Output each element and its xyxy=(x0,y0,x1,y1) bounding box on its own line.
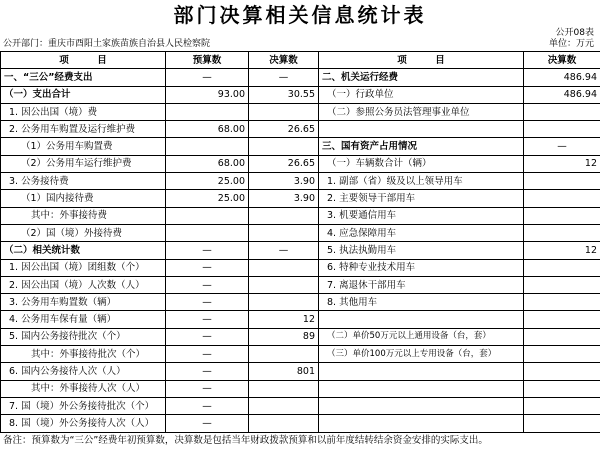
table-row xyxy=(1,121,600,138)
table-row xyxy=(1,415,600,432)
row-right-final-value xyxy=(524,207,600,224)
table-row xyxy=(1,103,600,120)
row-right-item-label xyxy=(319,311,524,328)
row-right-item-label: 6. 特种专业技术用车 xyxy=(319,259,524,276)
row-item-label: 2. 因公出国（境）人次数（人） xyxy=(1,276,166,293)
row-final-value: 3.90 xyxy=(249,190,319,207)
row-right-item-label: 3. 机要通信用车 xyxy=(319,207,524,224)
row-right-item-label: （一）车辆数合计（辆） xyxy=(319,155,524,172)
row-budget-value: 93.00 xyxy=(166,86,249,103)
row-right-item-label: 2. 主要领导干部用车 xyxy=(319,190,524,207)
row-right-item-label: 二、机关运行经费 xyxy=(319,69,524,86)
row-right-final-value xyxy=(524,224,600,241)
table-row xyxy=(1,363,600,380)
row-right-item-label: 7. 离退休干部用车 xyxy=(319,276,524,293)
row-final-value: 89 xyxy=(249,328,319,345)
reporting-unit: 公开部门：重庆市酉阳土家族苗族自治县人民检察院 xyxy=(3,39,211,49)
row-budget-value: — xyxy=(166,242,249,259)
row-right-item-label: 三、国有资产占用情况 xyxy=(319,138,524,155)
table-row xyxy=(1,259,600,276)
row-budget-value: — xyxy=(166,363,249,380)
row-final-value xyxy=(249,224,319,241)
row-item-label: 8. 国（境）外公务接待人次（人） xyxy=(1,415,166,432)
row-item-label: （2）公务用车运行维护费 xyxy=(1,155,166,172)
row-right-final-value: — xyxy=(524,138,600,155)
table-row xyxy=(1,380,600,397)
table-row xyxy=(1,276,600,293)
row-right-item-label xyxy=(319,380,524,397)
row-budget-value: — xyxy=(166,397,249,414)
row-budget-value xyxy=(166,103,249,120)
row-right-final-value xyxy=(524,397,600,414)
table-row xyxy=(1,69,600,86)
row-final-value: 3.90 xyxy=(249,173,319,190)
row-final-value: 26.65 xyxy=(249,121,319,138)
footnote: 备注：预算数为“三公”经费年初预算数，决算数是包括当年财政拨款预算和以前年度结转结余资金安排的实际支出。 xyxy=(3,435,488,446)
table-row xyxy=(1,242,600,259)
row-final-value xyxy=(249,138,319,155)
row-right-final-value xyxy=(524,415,600,432)
row-right-final-value xyxy=(524,276,600,293)
row-item-label: 6. 国内公务接待人次（人） xyxy=(1,363,166,380)
header-final: 决算数 xyxy=(249,52,319,69)
row-final-value xyxy=(249,276,319,293)
row-right-item-label xyxy=(319,121,524,138)
row-budget-value: 25.00 xyxy=(166,173,249,190)
table-row xyxy=(1,207,600,224)
form-number: 公开08表 xyxy=(555,28,594,38)
row-right-item-label: （三）单价100万元以上专用设备（台，套） xyxy=(319,346,524,363)
row-right-final-value xyxy=(524,173,600,190)
header-final-right: 决算数 xyxy=(524,52,600,69)
header-item-right: 项 目 xyxy=(319,52,524,69)
row-item-label: 其中：外事接待批次（个） xyxy=(1,346,166,363)
table-row xyxy=(1,346,600,363)
row-right-final-value xyxy=(524,103,600,120)
row-right-final-value xyxy=(524,190,600,207)
row-budget-value: 68.00 xyxy=(166,121,249,138)
row-right-final-value xyxy=(524,259,600,276)
row-right-final-value xyxy=(524,311,600,328)
header-budget: 预算数 xyxy=(166,52,249,69)
row-item-label: （二）相关统计数 xyxy=(1,242,166,259)
row-right-item-label: （一）行政单位 xyxy=(319,86,524,103)
row-item-label: 7. 国（境）外公务接待批次（个） xyxy=(1,397,166,414)
row-final-value: 26.65 xyxy=(249,155,319,172)
row-final-value xyxy=(249,294,319,311)
row-item-label: 其中：外事接待人次（人） xyxy=(1,380,166,397)
row-final-value xyxy=(249,103,319,120)
table-row xyxy=(1,311,600,328)
table-row xyxy=(1,328,600,345)
row-right-final-value xyxy=(524,346,600,363)
row-budget-value: — xyxy=(166,328,249,345)
row-right-item-label: 1. 副部（省）级及以上领导用车 xyxy=(319,173,524,190)
header-item: 项 目 xyxy=(1,52,166,69)
row-item-label: 一、“三公”经费支出 xyxy=(1,69,166,86)
row-right-final-value xyxy=(524,328,600,345)
row-budget-value: 25.00 xyxy=(166,190,249,207)
table-row xyxy=(1,190,600,207)
row-item-label: 5. 国内公务接待批次（个） xyxy=(1,328,166,345)
row-right-item-label: （二）单价50万元以上通用设备（台，套） xyxy=(319,328,524,345)
row-item-label: （1）公务用车购置费 xyxy=(1,138,166,155)
row-right-final-value xyxy=(524,363,600,380)
row-right-final-value: 12 xyxy=(524,242,600,259)
row-final-value: 801 xyxy=(249,363,319,380)
row-right-final-value xyxy=(524,294,600,311)
row-final-value: 30.55 xyxy=(249,86,319,103)
table-row xyxy=(1,224,600,241)
statistics-table xyxy=(0,51,600,433)
row-item-label: （2）国（境）外接待费 xyxy=(1,224,166,241)
row-budget-value xyxy=(166,138,249,155)
row-item-label: （1）国内接待费 xyxy=(1,190,166,207)
row-final-value: 12 xyxy=(249,311,319,328)
row-item-label: （一）支出合计 xyxy=(1,86,166,103)
row-item-label: 4. 公务用车保有量（辆） xyxy=(1,311,166,328)
row-item-label: 2. 公务用车购置及运行维护费 xyxy=(1,121,166,138)
row-budget-value: — xyxy=(166,311,249,328)
table-row xyxy=(1,397,600,414)
row-item-label: 3. 公务接待费 xyxy=(1,173,166,190)
row-final-value: — xyxy=(249,242,319,259)
row-final-value xyxy=(249,207,319,224)
row-item-label: 1. 因公出国（境）团组数（个） xyxy=(1,259,166,276)
table-row xyxy=(1,86,600,103)
row-right-item-label: 5. 执法执勤用车 xyxy=(319,242,524,259)
row-right-final-value xyxy=(524,121,600,138)
page-title: 部门决算相关信息统计表 xyxy=(173,3,427,27)
row-final-value xyxy=(249,380,319,397)
row-budget-value: — xyxy=(166,69,249,86)
row-budget-value: — xyxy=(166,259,249,276)
table-row xyxy=(1,294,600,311)
row-budget-value: — xyxy=(166,276,249,293)
row-right-item-label: （二）参照公务员法管理事业单位 xyxy=(319,103,524,120)
row-budget-value xyxy=(166,207,249,224)
row-right-final-value xyxy=(524,380,600,397)
row-budget-value: — xyxy=(166,294,249,311)
row-item-label: 其中：外事接待费 xyxy=(1,207,166,224)
table-row xyxy=(1,173,600,190)
row-final-value xyxy=(249,415,319,432)
row-right-item-label: 8. 其他用车 xyxy=(319,294,524,311)
row-right-item-label xyxy=(319,363,524,380)
row-right-final-value: 486.94 xyxy=(524,86,600,103)
row-right-item-label: 4. 应急保障用车 xyxy=(319,224,524,241)
row-right-item-label xyxy=(319,415,524,432)
row-budget-value: — xyxy=(166,346,249,363)
table-row xyxy=(1,138,600,155)
row-budget-value xyxy=(166,224,249,241)
row-right-final-value: 486.94 xyxy=(524,69,600,86)
row-budget-value: 68.00 xyxy=(166,155,249,172)
row-item-label: 3. 公务用车购置数（辆） xyxy=(1,294,166,311)
row-budget-value: — xyxy=(166,415,249,432)
header-row xyxy=(1,52,600,69)
row-right-item-label xyxy=(319,397,524,414)
table-row xyxy=(1,155,600,172)
row-right-final-value: 12 xyxy=(524,155,600,172)
row-final-value: — xyxy=(249,69,319,86)
row-final-value xyxy=(249,259,319,276)
row-final-value xyxy=(249,346,319,363)
row-item-label: 1. 因公出国（境）费 xyxy=(1,103,166,120)
currency-unit: 单位：万元 xyxy=(548,39,594,49)
row-budget-value: — xyxy=(166,380,249,397)
row-final-value xyxy=(249,397,319,414)
